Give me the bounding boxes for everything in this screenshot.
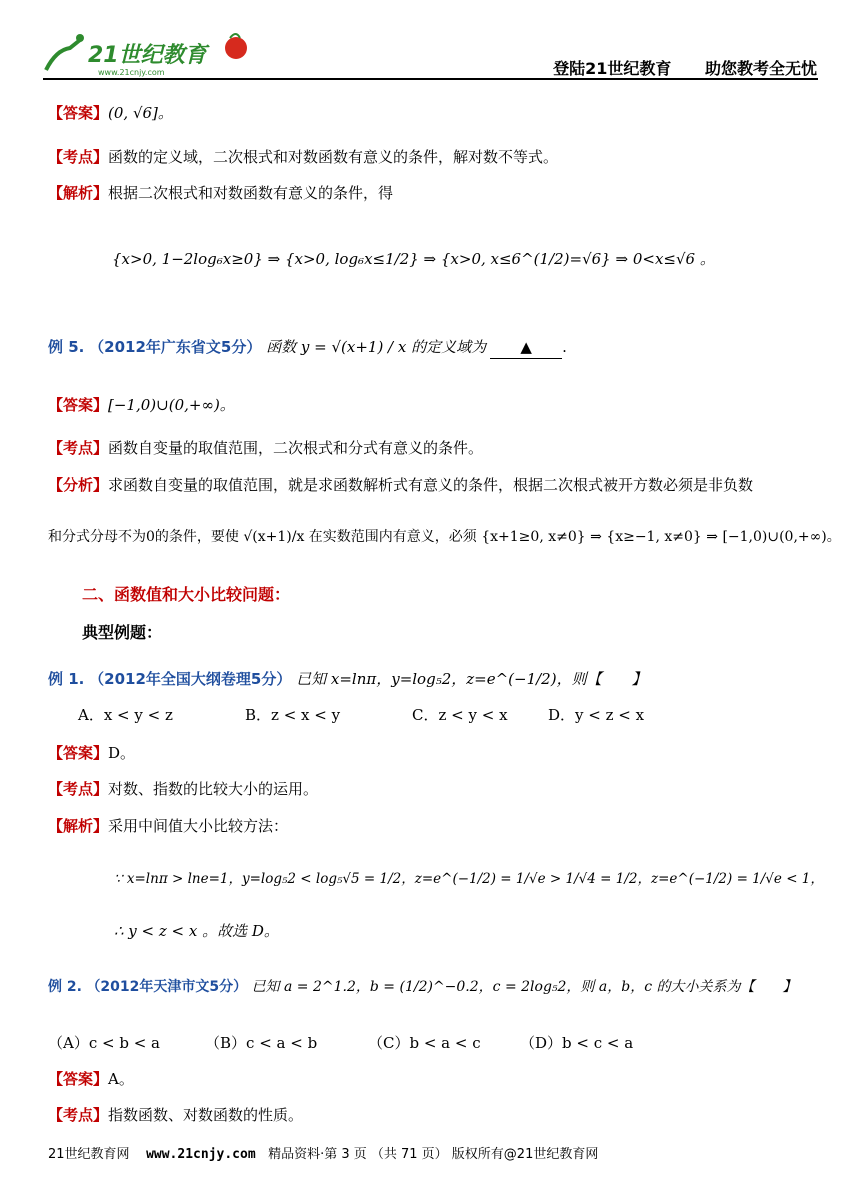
example-5-answer: 【答案】[−1,0)∪(0,+∞)。 xyxy=(48,396,235,414)
example-2-kaodian: 【考点】指数函数、对数函数的性质。 xyxy=(48,1106,304,1124)
footer-url[interactable]: www.21cnjy.com xyxy=(146,1147,256,1162)
option-c: C．z < y < x xyxy=(412,706,508,724)
section-subtitle: 典型例题： xyxy=(82,623,163,642)
page-footer xyxy=(48,1143,598,1162)
section-title: 二、函数值和大小比较问题： xyxy=(82,585,291,604)
option-a: A．x < y < z xyxy=(78,706,173,724)
option-b: B．z < x < y xyxy=(245,706,341,724)
jiexi-line: 【解析】根据二次根式和对数函数有意义的条件，得 xyxy=(48,184,394,202)
option-b: （B）c < a < b xyxy=(205,1034,318,1052)
example-2-stem: 例 2. （2012年天津市文5分） 已知 a = 2^1.2，b = (1/2)^−0.2，c = 2log₅2，则 a，b，c 的大小关系为【 】 xyxy=(48,979,797,995)
example-2-answer: 【答案】A。 xyxy=(48,1070,134,1088)
site-logo xyxy=(40,30,250,78)
answer-blank: ▲ xyxy=(490,336,562,359)
example-5-stem: 例 5. （2012年广东省文5分） 函数 y = √(x+1) / x 的定义域为 ▲ . xyxy=(48,336,567,359)
example-1-stem: 例 1. （2012年全国大纲卷理5分） 已知 x=lnπ，y=log₅2，z=e^(−1/2)，则【 】 xyxy=(48,670,647,688)
header-site-phrase: 登陆21世纪教育 xyxy=(553,59,672,78)
example-1-jiexi: 【解析】采用中间值大小比较方法： xyxy=(48,817,289,835)
footer-site: 21世纪教育网 xyxy=(48,1147,130,1162)
svg-text:www.21cnjy.com: www.21cnjy.com xyxy=(98,68,165,77)
example-1-kaodian: 【考点】对数、指数的比较大小的运用。 xyxy=(48,780,319,798)
header-slogan xyxy=(525,56,817,79)
derivation-formula: {x>0, 1−2log₆x≥0} ⇒ {x>0, log₆x≤1/2} ⇒ {x>0, x≤6^(1/2)=√6} ⇒ 0<x≤√6 。 xyxy=(112,250,715,268)
example-5-fenxi-cont: 和分式分母不为0的条件，要使 √(x+1)/x 在实数范围内有意义，必须 {x+1≥0, x≠0} ⇒ {x≥−1, x≠0} ⇒ [−1,0)∪(0,+∞)。 xyxy=(48,529,841,545)
option-c: （C）b < a < c xyxy=(368,1034,481,1052)
example-5-kaodian: 【考点】函数自变量的取值范围，二次根式和分式有意义的条件。 xyxy=(48,439,484,457)
header-rule xyxy=(43,78,818,80)
option-a: （A）c < b < a xyxy=(48,1034,160,1052)
option-d: D．y < z < x xyxy=(548,706,645,724)
option-d: （D）b < c < a xyxy=(520,1034,634,1052)
answer-line: 【答案】(0, √6]。 xyxy=(48,104,173,122)
example-1-answer: 【答案】D。 xyxy=(48,744,136,762)
example-5-fenxi: 【分析】求函数自变量的取值范围，就是求函数解析式有意义的条件，根据二次根式被开方数必须是非负数 xyxy=(48,476,754,494)
kaodian-line: 【考点】函数的定义域，二次根式和对数函数有意义的条件，解对数不等式。 xyxy=(48,148,559,166)
example-1-solution-line2: ∴ y < z < x 。故选 D。 xyxy=(114,922,279,940)
svg-text:21世纪教育: 21世纪教育 xyxy=(88,43,207,68)
footer-info: 精品资料·第 3 页 （共 71 页） 版权所有@21世纪教育网 xyxy=(268,1147,599,1162)
example-1-solution-line1: ∵ x=lnπ > lne=1，y=log₅2 < log₅√5 = 1/2，z=e^(−1/2) = 1/√e > 1/√4 = 1/2，z=e^(−1/2) = 1/√e < 1， xyxy=(114,871,824,887)
header-slogan-text: 助您教考全无忧 xyxy=(704,59,817,78)
